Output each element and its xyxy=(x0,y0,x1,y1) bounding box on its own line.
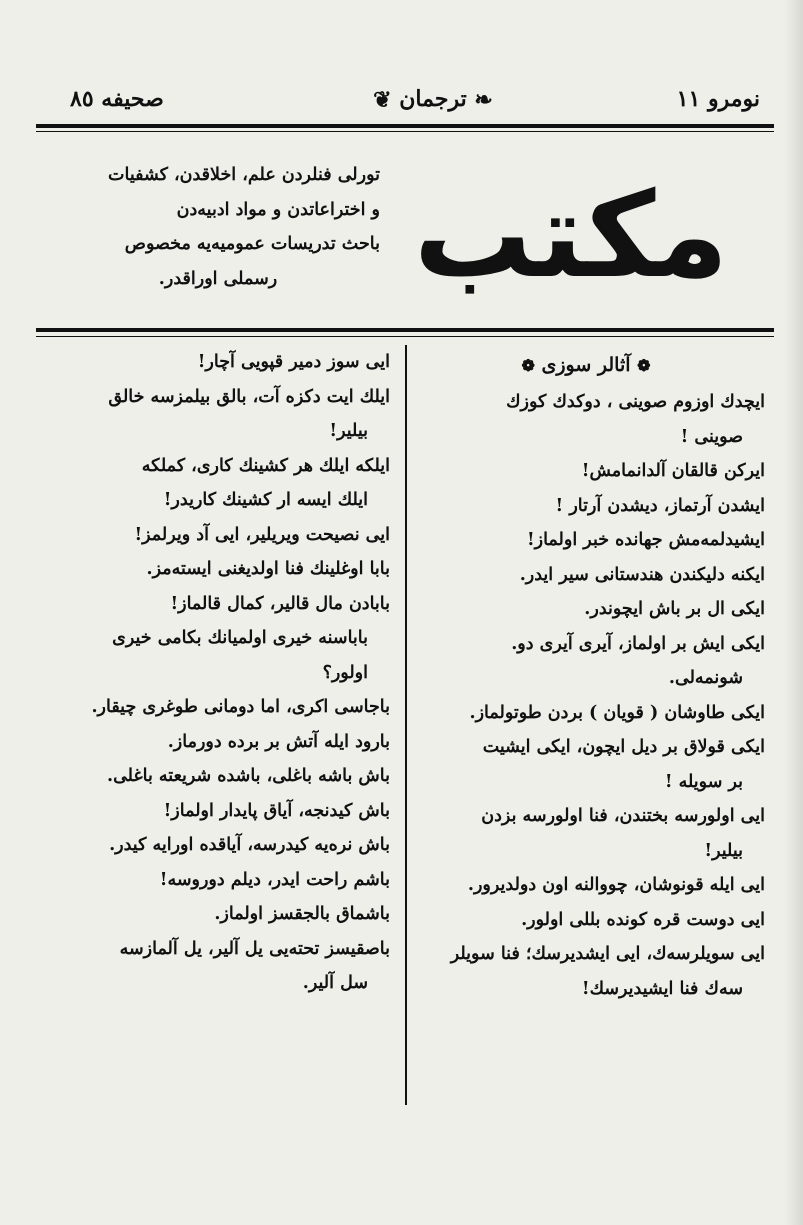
paper-name-text: ترجمان xyxy=(399,86,467,112)
proverb-line: بر سویله ! xyxy=(664,771,743,792)
proverb-line: بیلیر! xyxy=(704,840,743,861)
proverb-line: ایكنه دلیكندن هندستانی سیر ایدر. xyxy=(519,564,765,585)
proverb-line: ایكی ال بر باش ایچوندر. xyxy=(584,599,765,619)
proverb-line: ایی سوز دمیر قپویی آچار! xyxy=(197,352,390,372)
header-rule-top xyxy=(36,124,774,128)
proverb-line: ایكی طاوشان ( قویان ) بردن طوتولماز. xyxy=(469,702,765,723)
proverb-line: سه‌ك فنا ایشیدیرسك! xyxy=(581,978,743,999)
proverb-line: ایی سویلرسه‌ك، ایی ایشدیرسك؛ فنا سویلر xyxy=(450,944,765,964)
masthead-rule xyxy=(36,328,774,332)
proverb-line: شونمه‌لی. xyxy=(668,668,743,688)
proverb-line: ایی نصیحت ویریلیر، ایی آد ویرلمز! xyxy=(134,524,390,545)
description-line: و اختراعاتدن و مواد ادبیه‌دن xyxy=(176,199,380,220)
proverb-line: باش نره‌یه كیدرسه، آیاقده اورایه كیدر. xyxy=(109,835,390,855)
proverb-line: باشماق بالجقسز اولماز. xyxy=(214,904,390,924)
left-column xyxy=(38,345,390,1001)
proverb-line: باباسنه خیری اولمیانك بكامی خیری xyxy=(112,628,368,648)
description-line: رسملی اوراقدر. xyxy=(158,268,278,289)
right-column xyxy=(407,345,765,1006)
proverb-line: بابا اوغلینك فنا اولدیغنی ایسته‌مز. xyxy=(146,559,390,579)
proverb-line: ایی دوست قره كونده بللی اولور. xyxy=(521,909,765,930)
proverb-line: بارود ایله آتش بر برده دورماز. xyxy=(167,731,390,752)
proverb-line: ایكی قولاق بر دیل ایچون، ایكی ایشیت xyxy=(482,737,765,757)
ornament-icon: ❧ xyxy=(474,87,493,113)
page-edge-shadow xyxy=(785,0,803,1225)
proverb-line: ایكی ایش بر اولماز، آیری آیری دو. xyxy=(511,633,765,654)
header-rule-top-thin xyxy=(36,131,774,132)
proverb-line: باجاسی اكری، اما دومانی طوغری چیقار. xyxy=(91,697,390,717)
proverb-line: ایلك ایت دكزه آت، بالق بیلمزسه خالق xyxy=(108,386,390,407)
proverb-line: ایی اولورسه بختندن، فنا اولورسه بزدن xyxy=(481,806,765,826)
proverb-line: ایشیدلمه‌مش جهانده خبر اولماز! xyxy=(526,530,765,550)
proverb-line: باش كیدنجه، آیاق پایدار اولماز! xyxy=(163,800,390,821)
proverb-line: ایشدن آرتماز، دیشدن آرتار ! xyxy=(555,495,765,516)
masthead-title: مكتب xyxy=(413,166,729,304)
description-line: تورلی فنلردن علم، اخلاقدن، كشفیات xyxy=(108,165,380,185)
proverb-line: بیلیر! xyxy=(329,421,368,441)
proverb-line: ایلك ایسه ار كشینك كاریدر! xyxy=(163,490,368,510)
ornament-icon: ❁ xyxy=(637,356,651,375)
description-line: باحث تدریسات عمومیه‌یه مخصوص xyxy=(124,234,380,254)
proverb-line: باشم راحت ایدر، دیلم دوروسه! xyxy=(159,869,390,890)
proverb-line: ایی ایله قونوشان، چووالنه اون دولدیرور. xyxy=(467,875,765,895)
proverb-line: باش باشه باغلی، باشده شریعته باغلی. xyxy=(107,766,390,786)
proverb-line: سل آلیر. xyxy=(302,973,368,993)
running-header xyxy=(40,84,770,124)
section-heading-text: آثالر سوزی xyxy=(541,354,631,376)
proverb-line: بابادن مال قالیر، كمال قالماز! xyxy=(170,593,390,614)
page-number: صحیفه ٨٥ xyxy=(70,86,164,112)
ornament-icon: ❦ xyxy=(373,87,392,113)
proverb-line: ایلكه ایلك هر كشینك كاری، كملكه xyxy=(141,455,390,476)
paper-name xyxy=(358,86,508,113)
proverb-line: باصقیسز تحته‌یی یل آلیر، یل آلمازسه xyxy=(119,938,390,959)
proverb-line: ایركن قالقان آلدانمامش! xyxy=(581,461,765,481)
issue-number: نومرو ١١ xyxy=(676,86,760,112)
proverb-line: صوینی ! xyxy=(680,426,743,447)
masthead-description xyxy=(36,158,380,296)
proverb-line: اولور؟ xyxy=(322,662,368,683)
ornament-icon: ❁ xyxy=(521,356,535,375)
proverb-line: ایچدك اوزوم صوینی ، دوكدك كوزك xyxy=(506,392,765,412)
section-heading xyxy=(407,345,765,385)
masthead-rule-thin xyxy=(36,336,774,337)
